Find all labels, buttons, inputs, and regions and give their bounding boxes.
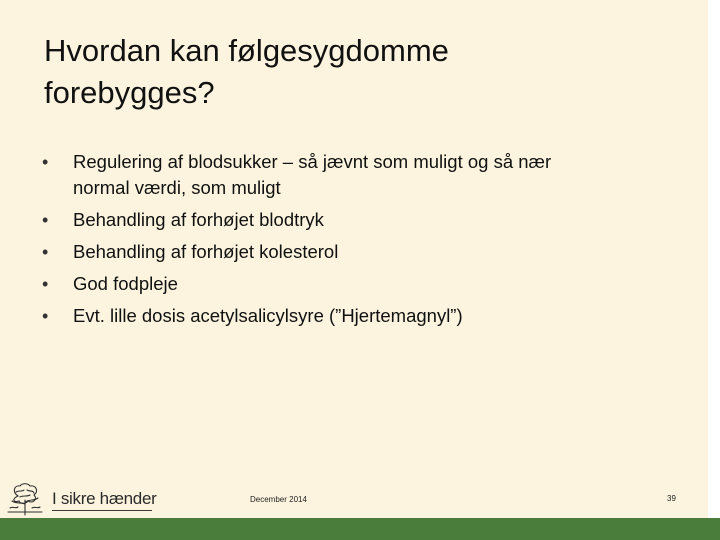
slide-edge (708, 0, 720, 518)
bullet-dot: • (42, 274, 49, 294)
bullet-dot: • (42, 152, 49, 172)
bullet-dot: • (42, 210, 49, 230)
footer-bar (0, 518, 720, 540)
slide-title-line-1: Hvordan kan følgesygdomme (44, 33, 449, 68)
logo-underline (52, 510, 152, 511)
logo (6, 482, 156, 516)
bullet-item (42, 236, 662, 268)
slide-title (44, 30, 644, 114)
bullet-item (42, 204, 662, 236)
bullet-item (42, 146, 662, 204)
logo-text: I sikre hænder (52, 489, 157, 508)
bullet-text: Evt. lille dosis acetylsalicylsyre (”Hjertemagnyl”) (73, 305, 463, 326)
page-number: 39 (667, 494, 676, 503)
bullet-list (42, 146, 662, 332)
slide-title-line-2: forebygges? (44, 75, 215, 110)
tree-illustration-icon (6, 482, 44, 516)
bullet-text-line: Regulering af blodsukker – så jævnt som muligt og så nær (73, 151, 552, 172)
footer-date: December 2014 (250, 495, 307, 504)
bullet-text: Behandling af forhøjet blodtryk (73, 209, 324, 230)
bullet-item (42, 268, 662, 300)
bullet-text-line: normal værdi, som muligt (73, 177, 281, 198)
bullet-text: God fodpleje (73, 273, 178, 294)
bullet-dot: • (42, 242, 49, 262)
bullet-text: Behandling af forhøjet kolesterol (73, 241, 339, 262)
bullet-dot: • (42, 306, 49, 326)
bullet-item (42, 300, 662, 332)
